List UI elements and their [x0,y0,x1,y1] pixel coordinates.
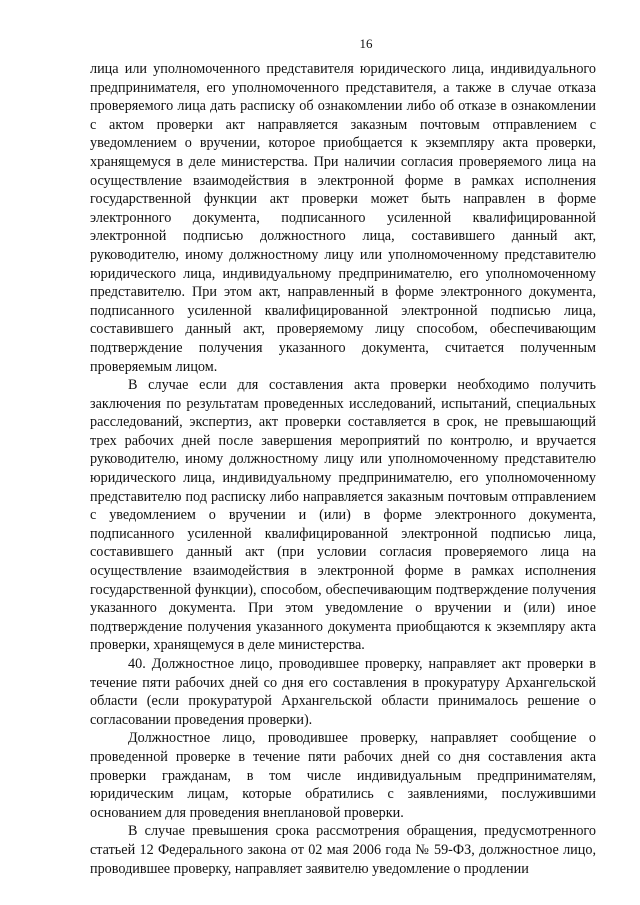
paragraph-continuation: лица или уполномоченного представителя юридического лица, индивидуального предпринимателя, его уполномоченного представителя, а также в случае отказа проверяемого лица дать расписку об ознакомлении либо об отказе в ознакомлении с актом проверки акт направляется заказным почтовым отправлением с уведомлением о вручении, которое приобщается к экземпляру акта проверки, хранящемуся в деле министерства. При наличии согласия проверяемого лица на осуществление взаимодействия в электронной форме в рамках исполнения государственной функции акт проверки может быть направлен в форме электронного документа, подписанного усиленной квалифицированной электронной подписью должностного лица, составившего данный акт, руководителю, иному должностному лицу или уполномоченному представителю юридического лица, индивидуальному предпринимателю, его уполномоченному представителю. При этом акт, направленный в форме электронного документа, подписанного усиленной квалифицированной электронной подписью лица, составившего данный акт, проверяемому лицу способом, обеспечивающим подтверждение получения указанного документа, считается полученным проверяемым лицом. [90,61,596,375]
paragraph-expert-conclusions: В случае если для составления акта проверки необходимо получить заключения по результатам проведенных исследований, испытаний, специальных расследований, экспертиз, акт проверки составляется в срок, не превышающий трех рабочих дней после завершения мероприятий по контролю, и вручается руководителю, иному должностному лицу или уполномоченному представителю юридического лица, индивидуальному предпринимателю, его уполномоченному представителю под расписку либо направляется заказным почтовым отправлением с уведомлением о вручении и (или) в форме электронного документа, подписанного усиленной квалифицированной электронной подписью лица, составившего данный акт (при условии согласия проверяемого лица на осуществление взаимодействия в электронной форме в рамках исполнения государственной функции), способом, обеспечивающим подтверждение получения указанного документа. При этом уведомление о вручении и (или) иное подтверждение получения указанного документа приобщаются к экземпляру акта проверки, хранящемуся в деле министерства. [90,377,596,654]
paragraph-term-exceeded: В случае превышения срока рассмотрения обращения, предусмотренного статьей 12 Федерального закона от 02 мая 2006 года № 59-ФЗ, должностное лицо, проводившее проверку, направляет заявителю уведомление о продлении [90,823,596,877]
paragraph-notification: Должностное лицо, проводившее проверку, направляет сообщение о проведенной проверке в течение пяти рабочих дней со дня составления акта проверки гражданам, в том числе индивидуальным предпринимателям, юридическим лицам, которые обратились с заявлениями, послужившими основанием для проведения внеплановой проверки. [90,730,596,821]
paragraph-item-40: 40. Должностное лицо, проводившее проверку, направляет акт проверки в течение пяти рабочих дней со дня его составления в прокуратуру Архангельской области (если прокуратурой Архангельской области принималось решение о согласовании проведения проверки). [90,656,596,728]
page-number: 16 [359,36,373,51]
